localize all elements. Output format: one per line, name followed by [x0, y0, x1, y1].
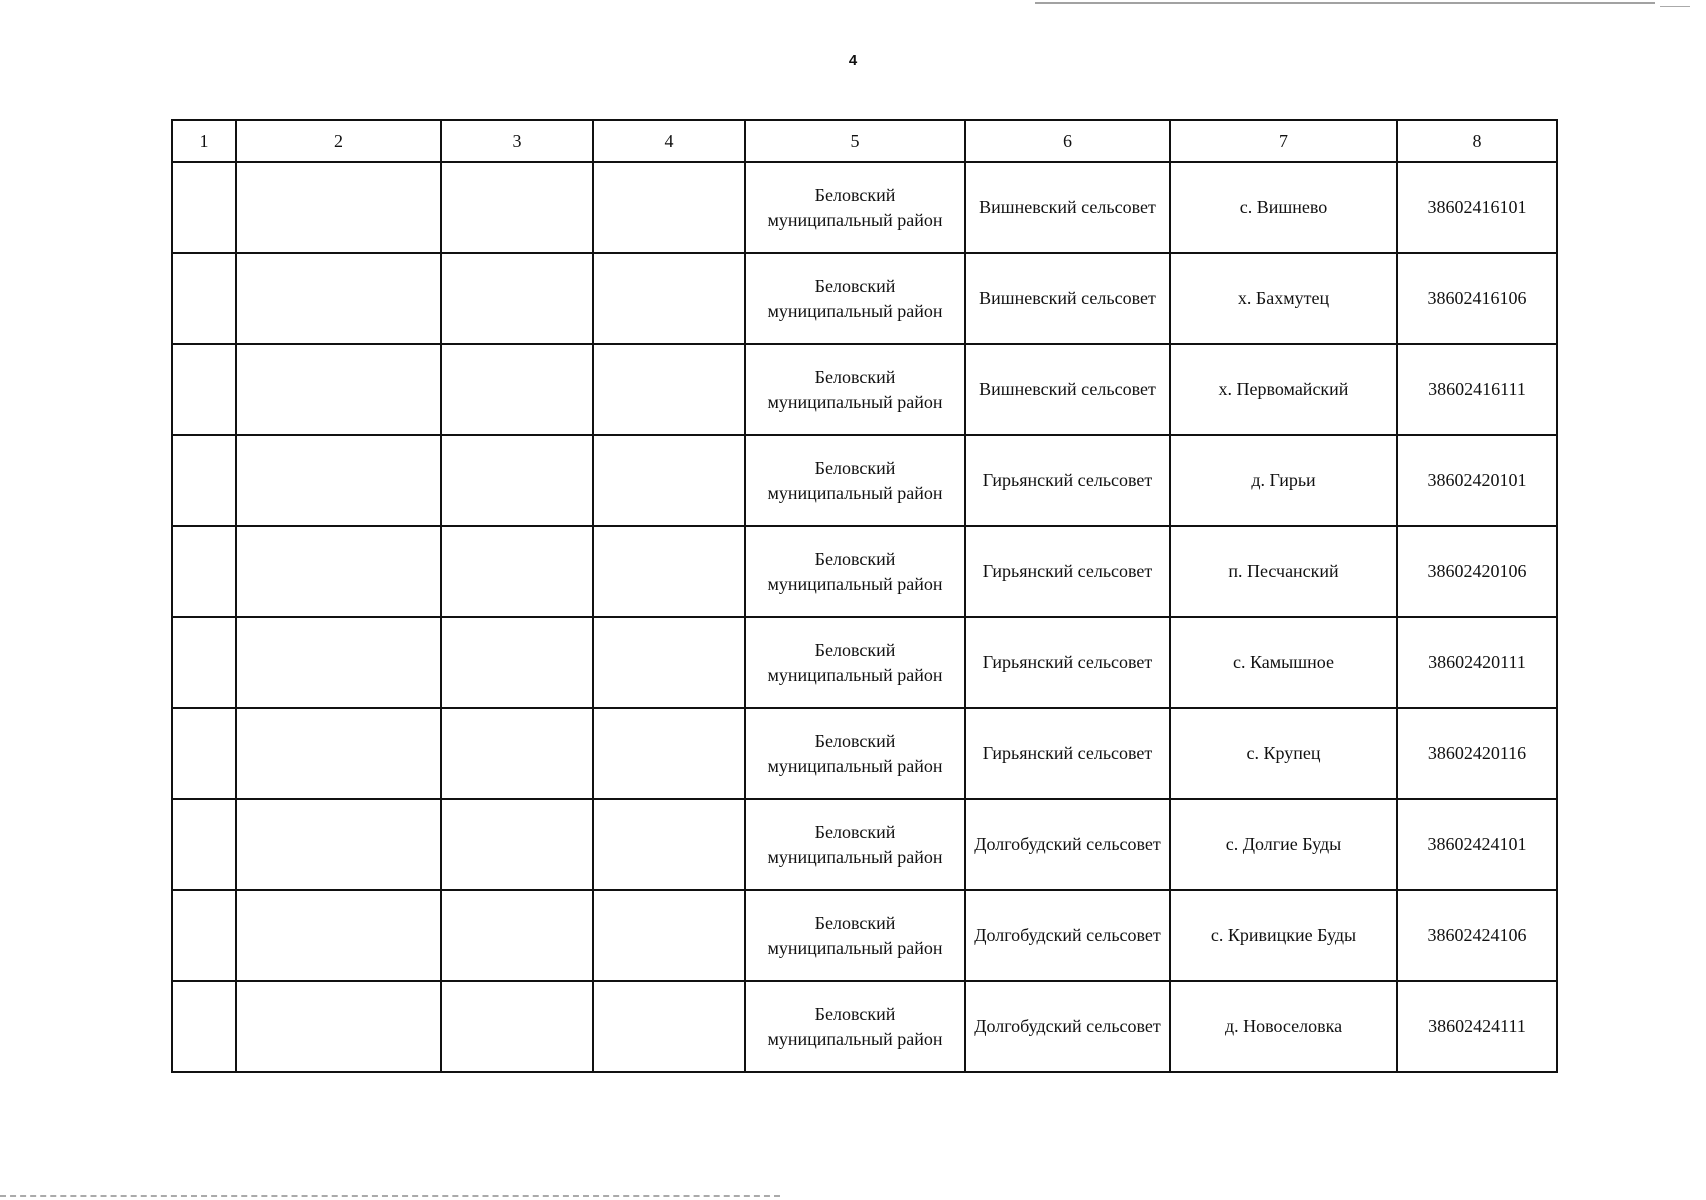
settlement-cell: с. Крупец: [1170, 708, 1397, 799]
district-cell: Беловский муниципальный район: [745, 344, 965, 435]
table-cell: [593, 617, 745, 708]
column-header: 3: [441, 120, 593, 162]
oktmo-code-cell: 38602416101: [1397, 162, 1557, 253]
table-cell: [441, 890, 593, 981]
table-cell: [172, 435, 236, 526]
table-cell: [441, 617, 593, 708]
table-cell: [172, 162, 236, 253]
column-header: 8: [1397, 120, 1557, 162]
council-cell: Долгобудский сельсовет: [965, 890, 1170, 981]
table-cell: [593, 253, 745, 344]
oktmo-code-cell: 38602424111: [1397, 981, 1557, 1072]
scan-artifact-line: [1660, 6, 1690, 7]
table-row: [172, 617, 1557, 708]
table-cell: [593, 981, 745, 1072]
table-cell: [236, 617, 441, 708]
table-row: [172, 162, 1557, 253]
table-cell: [172, 344, 236, 435]
oktmo-code-cell: 38602420111: [1397, 617, 1557, 708]
oktmo-code-cell: 38602420101: [1397, 435, 1557, 526]
table-cell: [593, 344, 745, 435]
settlement-cell: х. Первомайский: [1170, 344, 1397, 435]
table-cell: [172, 526, 236, 617]
table-cell: [172, 253, 236, 344]
district-cell: Беловский муниципальный район: [745, 162, 965, 253]
oktmo-code-cell: 38602420116: [1397, 708, 1557, 799]
council-cell: Долгобудский сельсовет: [965, 799, 1170, 890]
table-cell: [441, 526, 593, 617]
table-row: [172, 890, 1557, 981]
table-row: [172, 344, 1557, 435]
table-cell: [441, 253, 593, 344]
district-cell: Беловский муниципальный район: [745, 526, 965, 617]
settlement-cell: х. Бахмутец: [1170, 253, 1397, 344]
table-cell: [441, 435, 593, 526]
settlement-cell: п. Песчанский: [1170, 526, 1397, 617]
district-cell: Беловский муниципальный район: [745, 708, 965, 799]
page-number: 4: [848, 52, 858, 69]
table-cell: [441, 708, 593, 799]
table-cell: [593, 890, 745, 981]
table-cell: [236, 435, 441, 526]
district-cell: Беловский муниципальный район: [745, 253, 965, 344]
oktmo-code-cell: 38602424101: [1397, 799, 1557, 890]
table-cell: [236, 162, 441, 253]
settlement-cell: с. Вишнево: [1170, 162, 1397, 253]
scan-artifact-line: [1035, 2, 1655, 4]
table-cell: [236, 344, 441, 435]
oktmo-code-cell: 38602424106: [1397, 890, 1557, 981]
table-cell: [441, 162, 593, 253]
table-cell: [236, 890, 441, 981]
table-cell: [593, 435, 745, 526]
district-cell: Беловский муниципальный район: [745, 617, 965, 708]
district-cell: Беловский муниципальный район: [745, 981, 965, 1072]
table-cell: [441, 799, 593, 890]
table-row: [172, 708, 1557, 799]
table-cell: [172, 799, 236, 890]
column-header: 4: [593, 120, 745, 162]
table-cell: [172, 708, 236, 799]
council-cell: Вишневский сельсовет: [965, 253, 1170, 344]
settlement-cell: с. Камышное: [1170, 617, 1397, 708]
district-cell: Беловский муниципальный район: [745, 435, 965, 526]
table-cell: [593, 526, 745, 617]
column-header: 7: [1170, 120, 1397, 162]
council-cell: Гирьянский сельсовет: [965, 708, 1170, 799]
council-cell: Гирьянский сельсовет: [965, 526, 1170, 617]
council-cell: Долгобудский сельсовет: [965, 981, 1170, 1072]
table-cell: [236, 799, 441, 890]
council-cell: Вишневский сельсовет: [965, 162, 1170, 253]
table-row: [172, 253, 1557, 344]
column-header: 1: [172, 120, 236, 162]
table-row: [172, 435, 1557, 526]
settlement-cell: д. Гирьи: [1170, 435, 1397, 526]
council-cell: Гирьянский сельсовет: [965, 435, 1170, 526]
registry-table: [171, 119, 1558, 1073]
table-cell: [236, 708, 441, 799]
settlement-cell: с. Долгие Буды: [1170, 799, 1397, 890]
table-cell: [593, 162, 745, 253]
table-row: [172, 981, 1557, 1072]
oktmo-code-cell: 38602416111: [1397, 344, 1557, 435]
table-cell: [441, 344, 593, 435]
oktmo-code-cell: 38602420106: [1397, 526, 1557, 617]
column-header: 2: [236, 120, 441, 162]
table-cell: [172, 890, 236, 981]
district-cell: Беловский муниципальный район: [745, 799, 965, 890]
settlement-cell: с. Кривицкие Буды: [1170, 890, 1397, 981]
table-cell: [172, 617, 236, 708]
column-header: 6: [965, 120, 1170, 162]
oktmo-code-cell: 38602416106: [1397, 253, 1557, 344]
table-row: [172, 799, 1557, 890]
header-row: [172, 120, 1557, 162]
settlement-cell: д. Новоселовка: [1170, 981, 1397, 1072]
table-cell: [236, 981, 441, 1072]
council-cell: Гирьянский сельсовет: [965, 617, 1170, 708]
table-cell: [236, 253, 441, 344]
column-header: 5: [745, 120, 965, 162]
table-cell: [593, 708, 745, 799]
table-cell: [441, 981, 593, 1072]
council-cell: Вишневский сельсовет: [965, 344, 1170, 435]
table-cell: [172, 981, 236, 1072]
table-row: [172, 526, 1557, 617]
district-cell: Беловский муниципальный район: [745, 890, 965, 981]
table-cell: [236, 526, 441, 617]
scan-artifact-line: [0, 1195, 780, 1197]
table-cell: [593, 799, 745, 890]
